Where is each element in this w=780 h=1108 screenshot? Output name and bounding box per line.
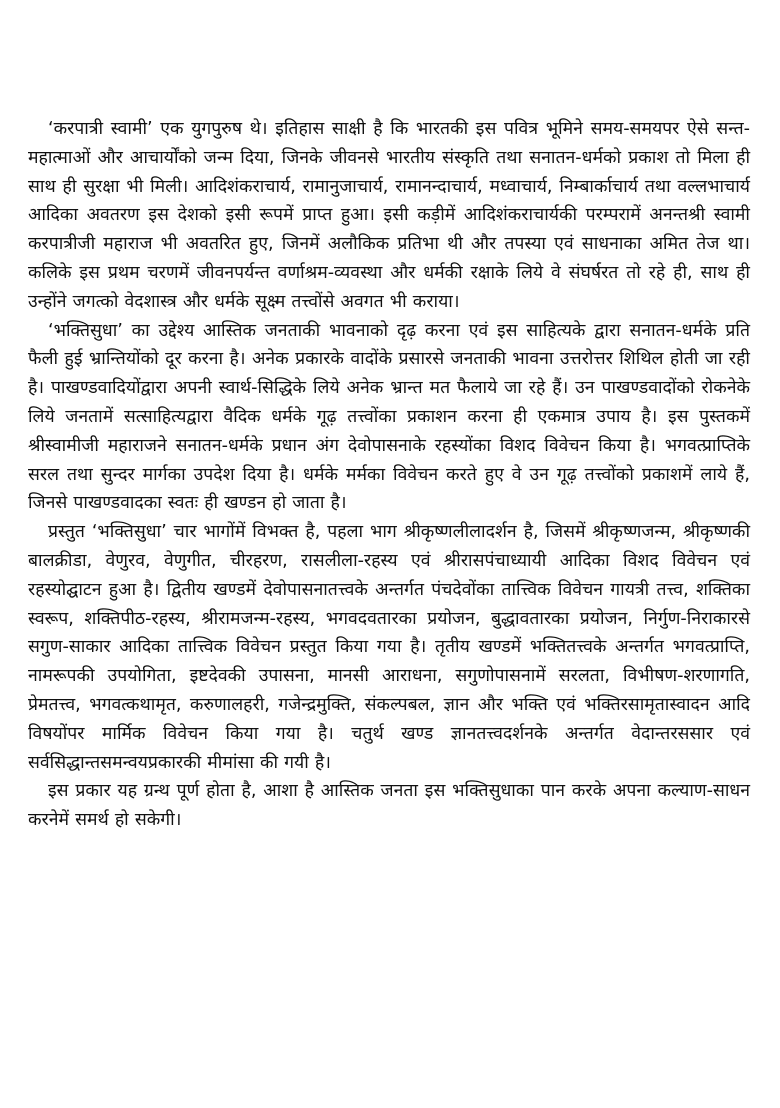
paragraph-bhaktisudha-purpose: ‘भक्तिसुधा’ का उद्देश्य आस्तिक जनताकी भावनाको दृढ़ करना एवं इस साहित्यके द्वारा सनातन-धर्मके प्रति फैली हुई भ्रान्तियोंको दूर करना है। अनेक प्रकारके वादोंके प्रसारसे जनताकी भावना उत्तरोत्तर शिथिल होती जा रही है। पाखण्डवादियोंद्वारा अपनी स्वार्थ-सिद्धिके लिये अनेक भ्रान्त मत फैलाये जा रहे हैं। उन पाखण्डवादोंको रोकनेके लिये जनतामें सत्साहित्यद्वारा वैदिक धर्मके गूढ़ तत्त्वोंका प्रकाशन करना ही एकमात्र उपाय है। इस पुस्तकमें श्रीस्वामीजी महाराजने सनातन-धर्मके प्रधान अंग देवोपासनाके रहस्योंका विशद विवेचन किया है। भगवत्प्राप्तिके सरल तथा सुन्दर मार्गका उपदेश दिया है। धर्मके मर्मका विवेचन करते हुए वे उन गूढ़ तत्त्वोंको प्रकाशमें लाये हैं, जिनसे पाखण्डवादका स्वतः ही खण्डन हो जाता है। (28, 320, 750, 514)
body-text (28, 115, 750, 835)
paragraph-karpatri-swami: ‘करपात्री स्वामी’ एक युगपुरुष थे। इतिहास साक्षी है कि भारतकी इस पवित्र भूमिने समय-समयपर ऐसे सन्त-महात्माओं और आचार्योंको जन्म दिया, जिनके जीवनसे भारतीय संस्कृति तथा सनातन-धर्मको प्रकाश तो मिला ही साथ ही सुरक्षा भी मिली। आदिशंकराचार्य, रामानुजाचार्य, रामानन्दाचार्य, मध्वाचार्य, निम्बार्काचार्य तथा वल्लभाचार्य आदिका अवतरण इस देशको इसी रूपमें प्राप्त हुआ। इसी कड़ीमें आदिशंकराचार्यकी परम्परामें अनन्तश्री स्वामी करपात्रीजी महाराज भी अवतरित हुए, जिनमें अलौकिक प्रतिभा थी और तपस्या एवं साधनाका अमित तेज था। कलिके इस प्रथम चरणमें जीवनपर्यन्त वर्णाश्रम-व्यवस्था और धर्मकी रक्षाके लिये वे संघर्षरत तो रहे ही, साथ ही उन्होंने जगत्को वेदशास्त्र और धर्मके सूक्ष्म तत्त्वोंसे अवगत भी कराया। (28, 119, 750, 312)
paragraph-conclusion: इस प्रकार यह ग्रन्थ पूर्ण होता है, आशा है आस्तिक जनता इस भक्तिसुधाका पान करके अपना कल्याण-साधन करनेमें समर्थ हो सकेगी। (28, 781, 750, 831)
paragraph-book-contents: प्रस्तुत ‘भक्तिसुधा’ चार भागोंमें विभक्त है, पहला भाग श्रीकृष्णलीलादर्शन है, जिसमें श्रीकृष्णजन्म, श्रीकृष्णकी बालक्रीडा, वेणुरव, वेणुगीत, चीरहरण, रासलीला-रहस्य एवं श्रीरासपंचाध्यायी आदिका विशद विवेचन एवं रहस्योद्घाटन हुआ है। द्वितीय खण्डमें देवोपासनातत्त्वके अन्तर्गत पंचदेवोंका तात्त्विक विवेचन गायत्री तत्त्व, शक्तिका स्वरूप, शक्तिपीठ-रहस्य, श्रीरामजन्म-रहस्य, भगवदवतारका प्रयोजन, बुद्धावतारका प्रयोजन, निर्गुण-निराकारसे सगुण-साकार आदिका तात्त्विक विवेचन प्रस्तुत किया गया है। तृतीय खण्डमें भक्तितत्त्वके अन्तर्गत भगवत्प्राप्ति, नामरूपकी उपयोगिता, इष्टदेवकी उपासना, मानसी आराधना, सगुणोपासनामें सरलता, विभीषण-शरणागति, प्रेमतत्त्व, भगवत्कथामृत, करुणालहरी, गजेन्द्रमुक्ति, संकल्पबल, ज्ञान और भक्ति एवं भक्तिरसामृतास्वादन आदि विषयोंपर मार्मिक विवेचन किया गया है। चतुर्थ खण्ड ज्ञानतत्त्वदर्शनके अन्तर्गत वेदान्तरससार एवं सर्वसिद्धान्तसमन्वयप्रकारकी मीमांसा की गयी है। (28, 522, 750, 773)
